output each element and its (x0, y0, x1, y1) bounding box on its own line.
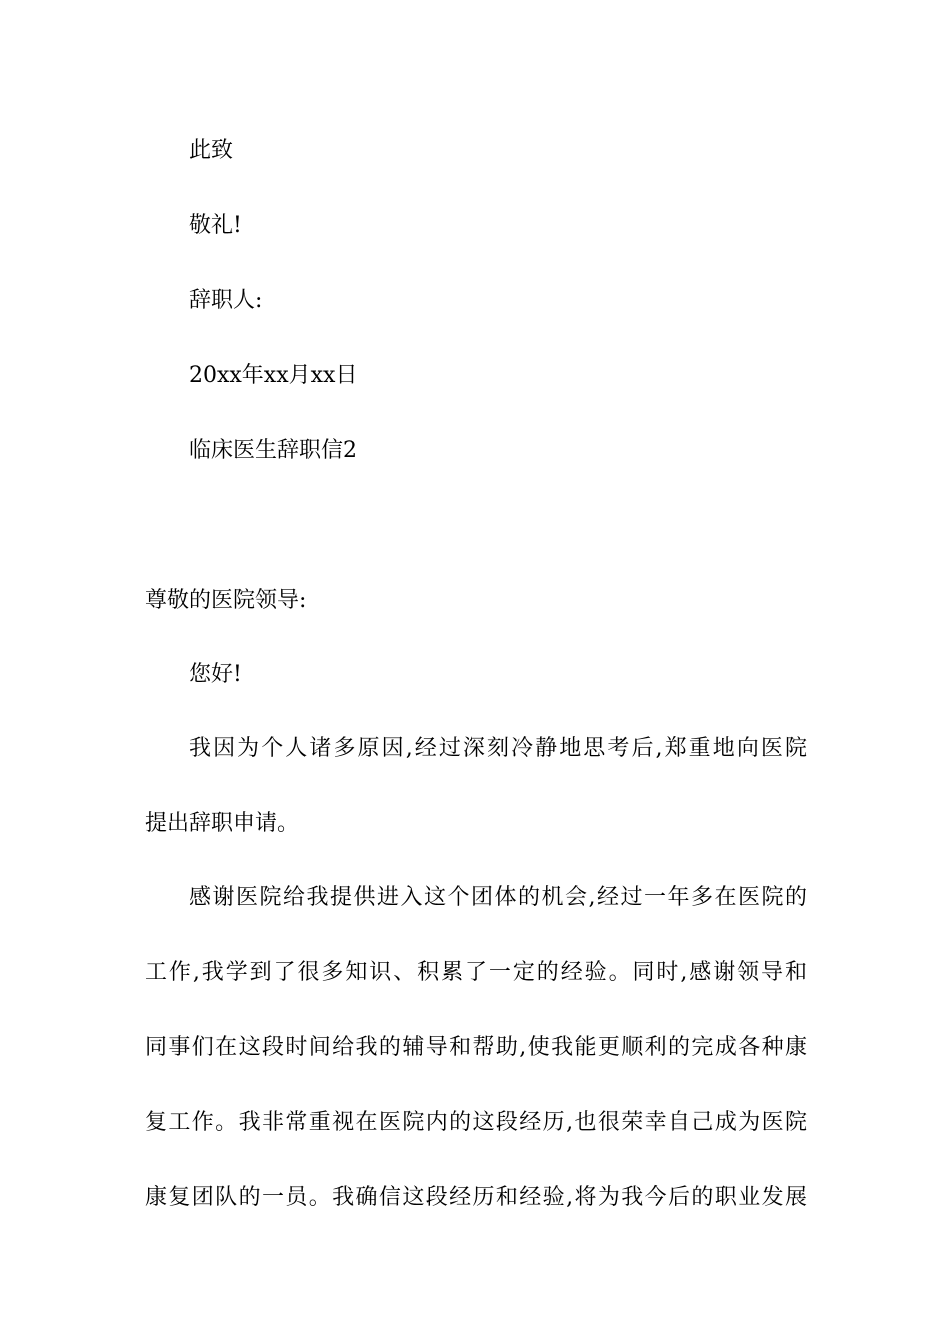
paragraph2-line3: 同事们在这段时间给我的辅导和帮助,使我能更顺利的完成各种康 (145, 1035, 807, 1060)
greeting: 您好! (189, 662, 242, 687)
paragraph2-line1: 感谢医院给我提供进入这个团体的机会,经过一年多在医院的 (189, 885, 807, 910)
paragraph1-line2: 提出辞职申请。 (145, 811, 300, 836)
paragraph2-line5: 康复团队的一员。我确信这段经历和经验,将为我今后的职业发展 (145, 1185, 807, 1210)
paragraph2-line4: 复工作。我非常重视在医院内的这段经历,也很荣幸自己成为医院 (145, 1110, 807, 1135)
letter-date: 20xx年xx月xx日 (189, 363, 358, 388)
paragraph1-line1: 我因为个人诸多原因,经过深刻冷静地思考后,郑重地向医院 (189, 736, 807, 761)
paragraph2-line2: 工作,我学到了很多知识、积累了一定的经验。同时,感谢领导和 (145, 960, 807, 985)
addressee: 尊敬的医院领导: (145, 588, 307, 613)
closing-salutation: 此致 (189, 138, 234, 163)
closing-regards: 敬礼! (189, 213, 242, 238)
signer-label: 辞职人: (189, 288, 263, 313)
section-title: 临床医生辞职信2 (189, 438, 357, 463)
